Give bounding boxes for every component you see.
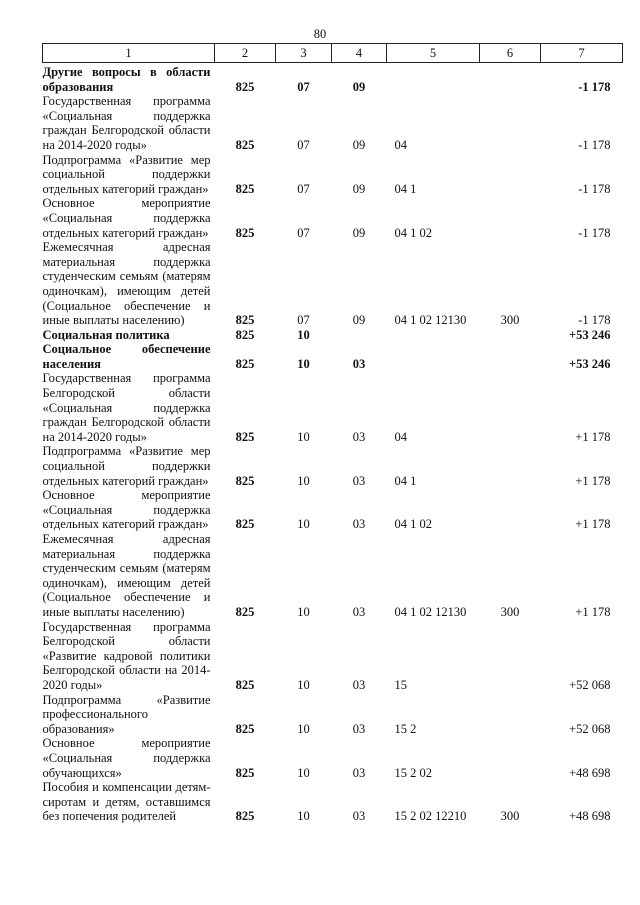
row-chapter-code: 825 xyxy=(235,181,255,196)
header-col-4: 4 xyxy=(332,44,387,63)
row-expense-type xyxy=(480,328,541,343)
row-amount: -1 178 xyxy=(578,313,611,328)
row-amount: +48 698 xyxy=(569,765,611,780)
row-section-code: 10 xyxy=(297,721,310,736)
table-row xyxy=(43,342,623,371)
row-section-code: 10 xyxy=(297,677,310,692)
row-target-article: 04 1 02 12130 xyxy=(394,604,467,619)
row-chapter-code: 825 xyxy=(235,79,255,94)
row-subsection-code: 03 xyxy=(352,517,366,532)
table-row xyxy=(43,736,623,780)
row-chapter-code: 825 xyxy=(235,809,255,824)
row-name: Основное мероприятие «Социальная поддержка отдельных категорий граждан» xyxy=(42,488,211,532)
table-row xyxy=(43,240,623,328)
row-subsection-code: 09 xyxy=(352,79,366,94)
row-name: Государственная программа «Социальная поддержка граждан Белгородской области на 2014-2020 годы» xyxy=(42,94,211,152)
row-subsection-code xyxy=(332,328,387,343)
row-name: Основное мероприятие «Социальная поддержка обучающихся» xyxy=(42,736,211,780)
table-row xyxy=(43,532,623,620)
header-col-2: 2 xyxy=(215,44,276,63)
row-chapter-code: 825 xyxy=(235,137,255,152)
row-amount: +52 068 xyxy=(569,677,611,692)
table-row xyxy=(43,63,623,95)
row-expense-type xyxy=(480,488,541,532)
row-subsection-code: 03 xyxy=(352,473,366,488)
row-section-code: 10 xyxy=(297,473,310,488)
row-chapter-code: 825 xyxy=(235,473,255,488)
row-section-code: 10 xyxy=(297,356,310,371)
row-expense-type: 300 xyxy=(500,604,520,619)
row-name: Ежемесячная адресная материальная поддержка студенческим семьям (матерям одиночкам), имеющим детей (Социальное обеспечение и иные выплаты населению) xyxy=(42,532,211,619)
row-chapter-code: 825 xyxy=(235,313,255,328)
table-row xyxy=(43,780,623,824)
header-col-7: 7 xyxy=(541,44,623,63)
row-target-article: 15 2 02 xyxy=(394,765,432,780)
row-section-code: 10 xyxy=(297,429,310,444)
row-amount: +52 068 xyxy=(569,721,611,736)
row-target-article xyxy=(387,63,480,95)
row-target-article: 04 1 02 12130 xyxy=(394,313,467,328)
row-section-code: 10 xyxy=(297,809,310,824)
row-subsection-code: 03 xyxy=(352,721,366,736)
row-name: Подпрограмма «Развитие мер социальной поддержки отдельных категорий граждан» xyxy=(42,152,211,196)
row-subsection-code: 03 xyxy=(352,677,366,692)
row-amount: +1 178 xyxy=(575,473,611,488)
row-chapter-code: 825 xyxy=(235,721,255,736)
row-name: Государственная программа Белгородской области «Социальная поддержка граждан Белгородской области на 2014-2020 годы» xyxy=(42,371,211,444)
table-row xyxy=(43,196,623,240)
row-subsection-code: 09 xyxy=(352,137,366,152)
row-name: Социальное обеспечение населения xyxy=(42,342,211,371)
row-expense-type xyxy=(480,153,541,197)
row-target-article: 04 1 xyxy=(394,181,417,196)
header-col-5: 5 xyxy=(387,44,480,63)
row-chapter-code: 825 xyxy=(235,429,255,444)
row-target-article: 15 xyxy=(394,677,407,692)
header-col-6: 6 xyxy=(480,44,541,63)
row-target-article: 15 2 xyxy=(394,721,417,736)
row-subsection-code: 03 xyxy=(352,765,366,780)
row-section-code: 07 xyxy=(297,313,310,328)
table-row xyxy=(43,153,623,197)
row-section-code: 07 xyxy=(297,181,310,196)
row-subsection-code: 03 xyxy=(352,809,366,824)
row-chapter-code: 825 xyxy=(235,765,255,780)
row-name: Социальная политика xyxy=(42,327,170,342)
row-section-code: 10 xyxy=(297,765,310,780)
row-expense-type: 300 xyxy=(500,809,520,824)
row-section-code: 10 xyxy=(297,517,310,532)
row-expense-type xyxy=(480,444,541,488)
row-amount: -1 178 xyxy=(578,137,611,152)
row-name: Подпрограмма «Развитие профессионального образования» xyxy=(42,692,211,736)
row-chapter-code: 825 xyxy=(235,225,255,240)
row-section-code: 07 xyxy=(297,79,310,94)
row-amount: +53 246 xyxy=(569,356,611,371)
row-target-article xyxy=(387,342,480,371)
row-chapter-code: 825 xyxy=(235,677,255,692)
row-amount: +48 698 xyxy=(569,809,611,824)
table-row xyxy=(43,371,623,444)
row-expense-type xyxy=(480,693,541,737)
row-expense-type xyxy=(480,63,541,95)
row-amount: -1 178 xyxy=(578,225,611,240)
row-expense-type xyxy=(480,371,541,444)
table-row xyxy=(43,488,623,532)
row-name: Подпрограмма «Развитие мер социальной поддержки отдельных категорий граждан» xyxy=(42,444,211,488)
row-name: Другие вопросы в области образования xyxy=(42,65,211,94)
table-row xyxy=(43,693,623,737)
row-subsection-code: 03 xyxy=(352,356,366,371)
row-subsection-code: 09 xyxy=(352,181,366,196)
row-target-article: 04 1 xyxy=(394,473,417,488)
row-subsection-code: 09 xyxy=(352,225,366,240)
row-name: Основное мероприятие «Социальная поддержка отдельных категорий граждан» xyxy=(42,196,211,240)
row-target-article xyxy=(387,328,480,343)
row-target-article: 15 2 02 12210 xyxy=(394,809,467,824)
row-target-article: 04 xyxy=(394,429,407,444)
row-section-code: 07 xyxy=(297,137,310,152)
row-name: Государственная программа Белгородской области «Развитие кадровой политики Белгородской области на 2014-2020 годы» xyxy=(42,619,211,692)
row-amount: -1 178 xyxy=(578,79,611,94)
row-chapter-code: 825 xyxy=(235,356,255,371)
header-col-3: 3 xyxy=(276,44,332,63)
row-chapter-code: 825 xyxy=(235,604,255,619)
row-amount: +1 178 xyxy=(575,517,611,532)
row-section-code: 10 xyxy=(297,604,310,619)
row-subsection-code: 09 xyxy=(352,313,366,328)
table-row xyxy=(43,94,623,152)
row-amount: +1 178 xyxy=(575,604,611,619)
table-header-row xyxy=(43,44,623,63)
row-name: Ежемесячная адресная материальная поддержка студенческим семьям (матерям одиночкам), имеющим детей (Социальное обеспечение и иные выплаты населению) xyxy=(42,240,211,328)
header-col-1: 1 xyxy=(43,44,215,63)
budget-table xyxy=(42,43,623,824)
row-section-code: 10 xyxy=(297,327,310,342)
table-row xyxy=(43,328,623,343)
row-name: Пособия и компенсации детям-сиротам и детям, оставшимся без попечения родителей xyxy=(42,780,211,824)
table-row xyxy=(43,620,623,693)
row-chapter-code: 825 xyxy=(235,517,255,532)
row-amount: +1 178 xyxy=(575,429,611,444)
row-target-article: 04 xyxy=(394,137,407,152)
row-expense-type xyxy=(480,342,541,371)
row-expense-type xyxy=(480,196,541,240)
row-subsection-code: 03 xyxy=(352,604,366,619)
row-target-article: 04 1 02 xyxy=(394,517,432,532)
row-expense-type xyxy=(480,620,541,693)
row-section-code: 07 xyxy=(297,225,310,240)
row-expense-type: 300 xyxy=(500,313,520,328)
row-expense-type xyxy=(480,736,541,780)
row-subsection-code: 03 xyxy=(352,429,366,444)
row-amount: -1 178 xyxy=(578,181,611,196)
page-number: 80 xyxy=(313,27,327,41)
row-chapter-code: 825 xyxy=(235,327,255,342)
table-row xyxy=(43,444,623,488)
row-target-article: 04 1 02 xyxy=(394,225,432,240)
row-expense-type xyxy=(480,94,541,152)
row-amount: +53 246 xyxy=(569,327,611,342)
